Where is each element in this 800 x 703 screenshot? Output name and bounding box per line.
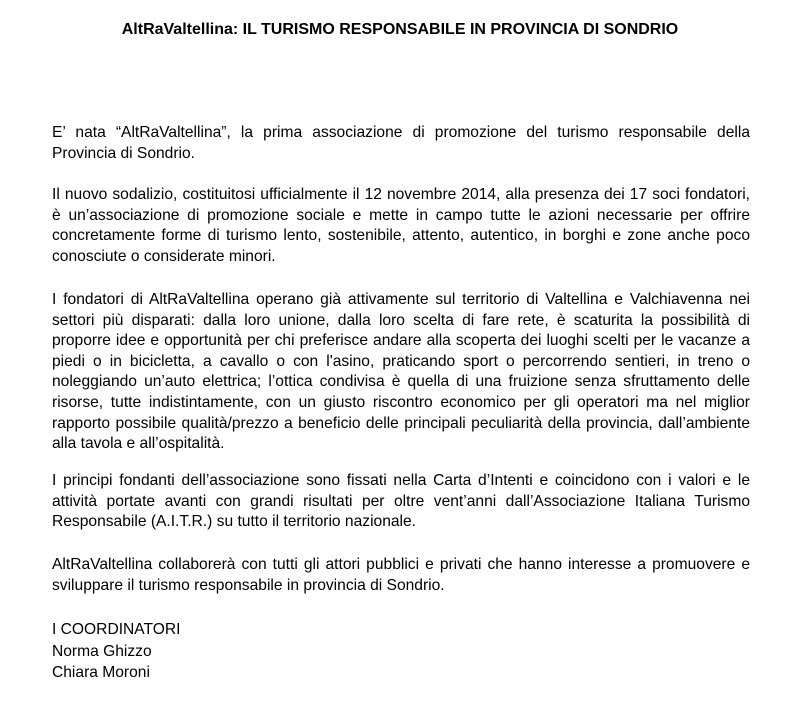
paragraph-announcement	[52, 123, 750, 164]
paragraph-text: I principi fondanti dell’associazione sono fissati nella Carta d’Intenti e coincidono con i valori e le attività portate avanti con grandi risultati per oltre vent’anni dall’Associazione Italiana Turismo Responsabile (A.I.T.R.) su tutto il territorio nazionale.	[52, 472, 750, 531]
paragraph-collaboration	[52, 555, 750, 596]
document-title: AltRaValtellina: IL TURISMO RESPONSABILE IN PROVINCIA DI SONDRIO	[121, 21, 679, 38]
signature-name: Norma Ghizzo	[52, 642, 152, 660]
paragraph-principles	[52, 471, 750, 533]
paragraph-text: E’ nata “AltRaValtellina”, la prima associazione di promozione del turismo responsabile della Provincia di Sondrio.	[52, 124, 750, 162]
signature-heading: I COORDINATORI	[52, 621, 181, 638]
signature-name: Chiara Moroni	[52, 664, 150, 681]
paragraph-text: AltRaValtellina collaborerà con tutti gli attori pubblici e privati che hanno interesse a promuovere e sviluppare il turismo responsabile in provincia di Sondrio.	[52, 556, 750, 594]
signature-block	[52, 619, 181, 684]
paragraph-founding	[52, 185, 750, 267]
paragraph-text: I fondatori di AltRaValtellina operano già attivamente sul territorio di Valtellina e Valchiavenna nei settori più disparati: dalla loro unione, dalla loro scelta di fare rete, è scaturita la possibilità di proporre idee e opportunità per chi preferisce andare alla scoperta dei luoghi scelti per le vacanze a piedi o in bicicletta, a cavallo o con l'asino, praticando sport o percorrendo sentieri, in treno o noleggiando un’auto elettrica; l’ottica condivisa è quella di una fruizione senza sfruttamento delle risorse, tutte indistintamente, con un giusto riscontro economico per gli operatori ma nel miglior rapporto possibile qualità/prezzo a beneficio delle principali peculiarità della provincia, dall’ambiente alla tavola e all’ospitalità.	[52, 291, 750, 453]
paragraph-founders	[52, 290, 750, 455]
paragraph-text: Il nuovo sodalizio, costituitosi ufficialmente il 12 novembre 2014, alla presenza dei 17 soci fondatori, è un’associazione di promozione sociale e mette in campo tutte le azioni necessarie per offrire concretamente forme di turismo lento, sostenibile, attento, autentico, in borghi e zone anche poco conosciute o considerate minori.	[52, 186, 750, 265]
